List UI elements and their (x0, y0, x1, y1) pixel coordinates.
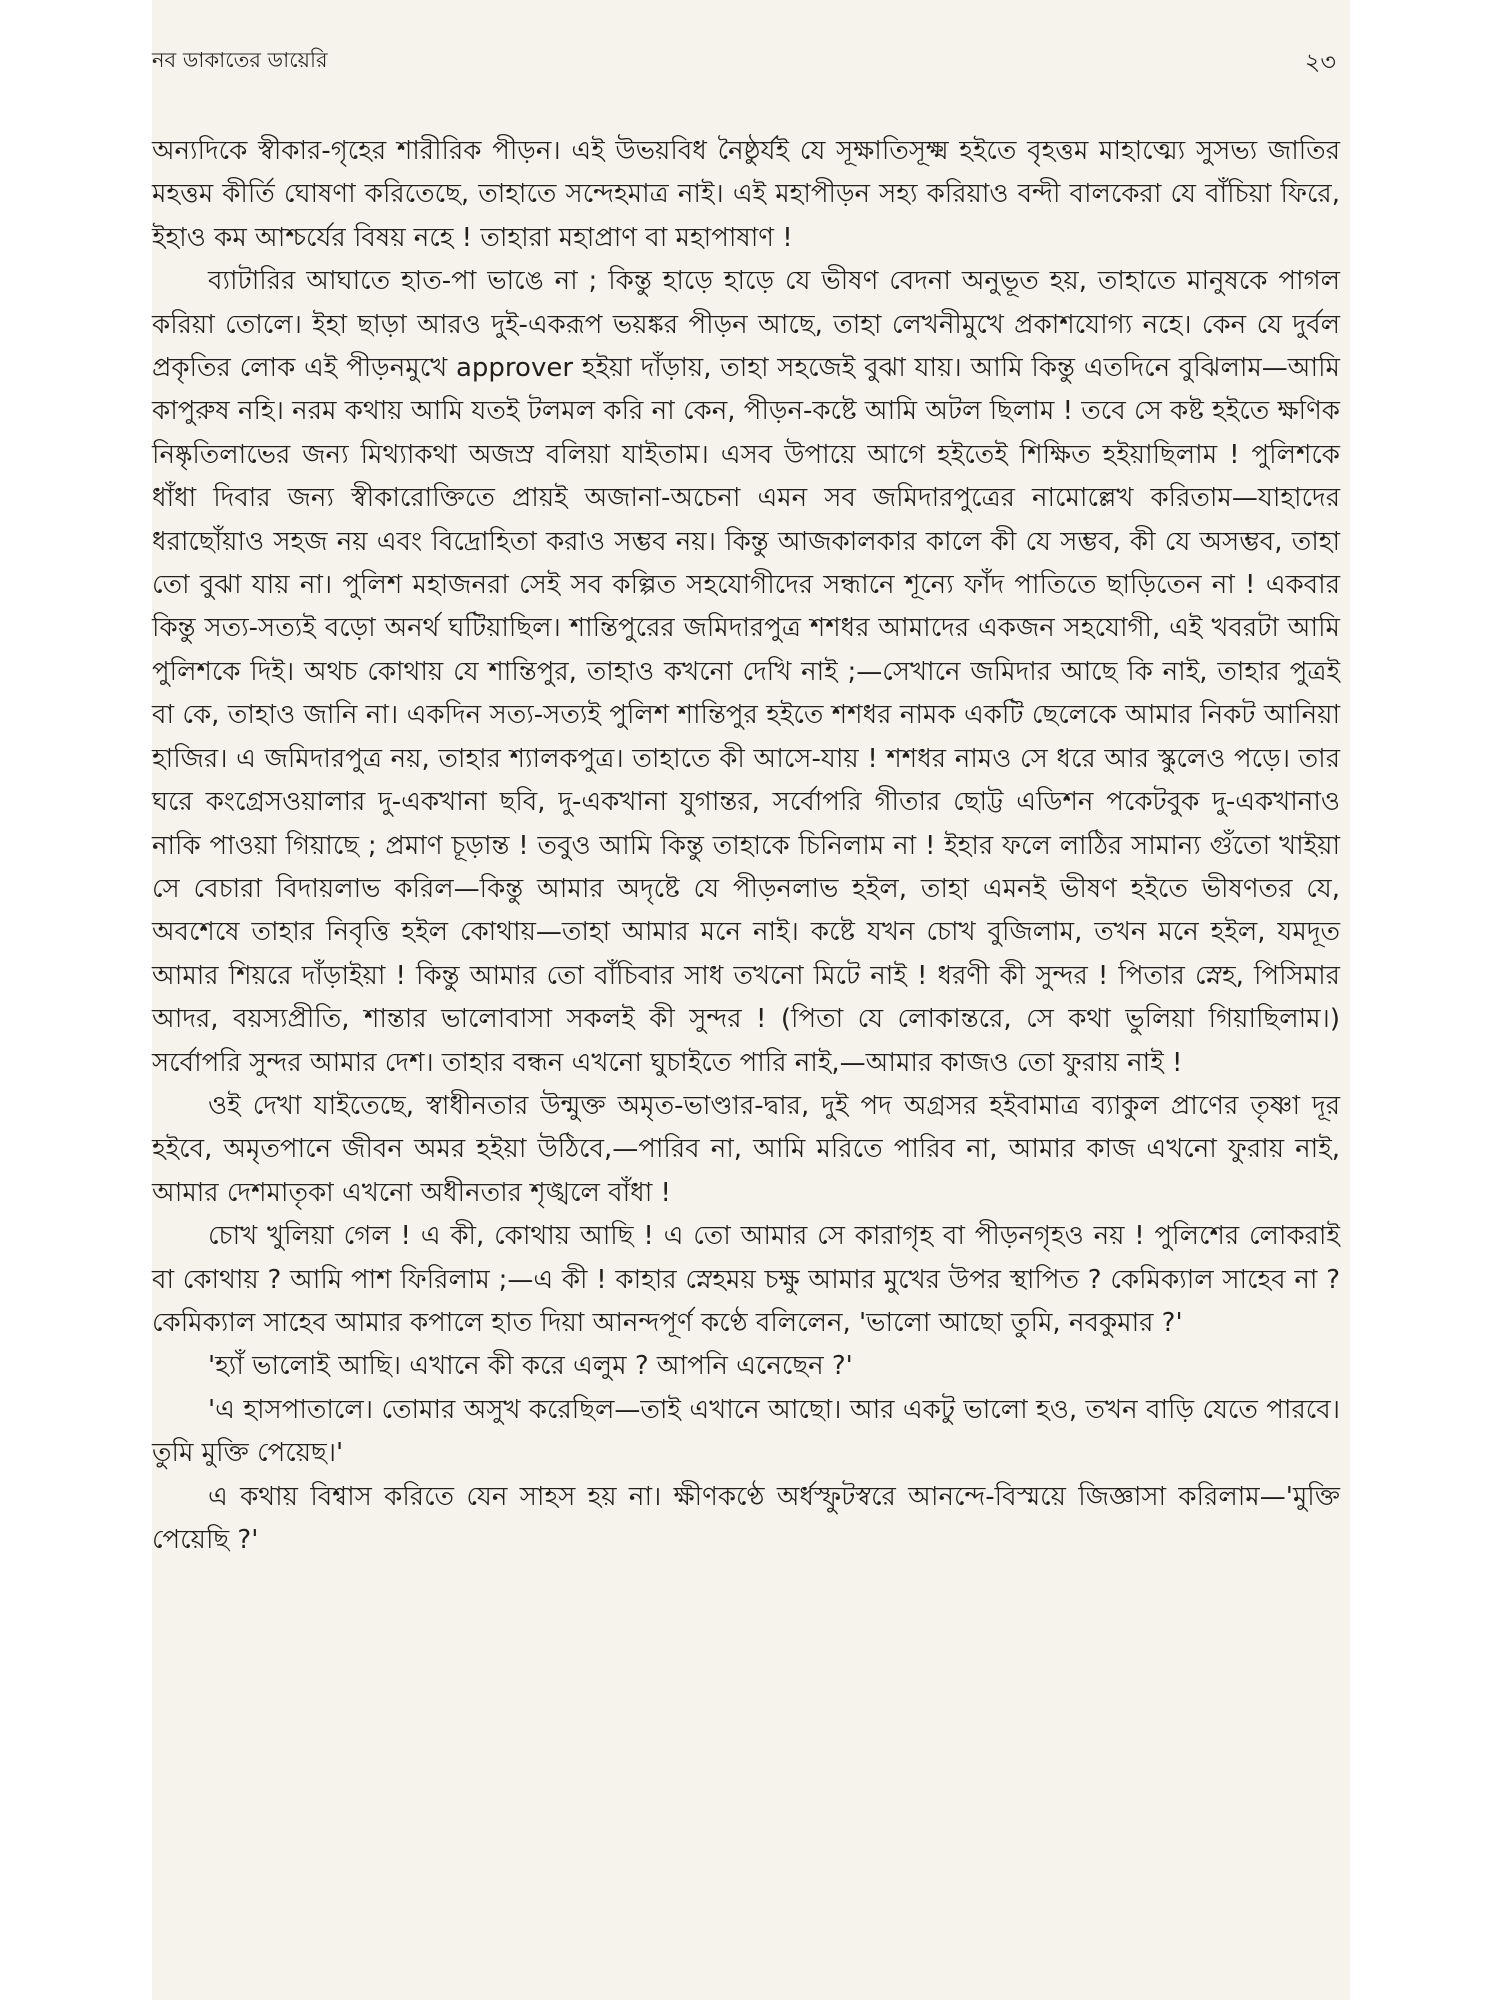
page-body (152, 130, 1340, 1562)
dialogue-line: 'হ্যাঁ ভালোই আছি। এখানে কী করে এলুম ? আপনি এনেছেন ?' (208, 1351, 853, 1382)
paragraph: অন্যদিকে স্বীকার-গৃহের শারীরিক পীড়ন। এই উভয়বিধ নৈষ্ঠুর্যই যে সূক্ষাতিসূক্ষ্ম হইতে বৃহত্তম মাহাত্ম্যে সুসভ্য জাতির মহত্তম কীর্তি ঘোষণা করিতেছে, তাহাতে সন্দেহমাত্র নাই। এই মহাপীড়ন সহ্য করিয়াও বন্দী বালকেরা যে বাঁচিয়া ফিরে, ইহাও কম আশ্চর্যের বিষয় নহে ! তাহারা মহাপ্রাণ বা মহাপাষাণ ! (152, 136, 1340, 253)
paragraph: ব্যাটারির আঘাতে হাত-পা ভাঙে না ; কিন্তু হাড়ে হাড়ে যে ভীষণ বেদনা অনুভূত হয়, তাহাতে মানুষকে পাগল করিয়া তোলে। ইহা ছাড়া আরও দুই-একরূপ ভয়ঙ্কর পীড়ন আছে, তাহা লেখনীমুখে প্রকাশযোগ্য নহে। কেন যে দুর্বল প্রকৃতির লোক এই পীড়নমুখে approver হইয়া দাঁড়ায়, তাহা সহজেই বুঝা যায়। আমি কিন্তু এতদিনে বুঝিলাম—আমি কাপুরুষ নহি। নরম কথায় আমি যতই টলমল করি না কেন, পীড়ন-কষ্টে আমি অটল ছিলাম ! তবে সে কষ্ট হইতে ক্ষণিক নিষ্কৃতিলাভের জন্য মিথ্যাকথা অজস্র বলিয়া যাইতাম। এসব উপায়ে আগে হইতেই শিক্ষিত হইয়াছিলাম ! পুলিশকে ধাঁধা দিবার জন্য স্বীকারোক্তিতে প্রায়ই অজানা-অচেনা এমন সব জমিদারপুত্রের নামোল্লেখ করিতাম—যাহাদের ধরাছোঁয়াও সহজ নয় এবং বিদ্রোহিতা করাও সম্ভব নয়। কিন্তু আজকালকার কালে কী যে সম্ভব, কী যে অসম্ভব, তাহা তো বুঝা যায় না। পুলিশ মহাজনরা সেই সব কল্পিত সহযোগীদের সন্ধানে শূন্যে ফাঁদ পাতিতে ছাড়িতেন না ! একবার কিন্তু সত্য-সত্যই বড়ো অনর্থ ঘটিয়াছিল। শান্তিপুরের জমিদারপুত্র শশধর আমাদের একজন সহযোগী, এই খবরটা আমি পুলিশকে দিই। অথচ কোথায় যে শান্তিপুর, তাহাও কখনো দেখি নাই ;—সেখানে জমিদার আছে কি নাই, তাহার পুত্রই বা কে, তাহাও জানি না। একদিন সত্য-সত্যই পুলিশ শান্তিপুর হইতে শশধর নামক একটি ছেলেকে আমার নিকট আনিয়া হাজির। এ জমিদারপুত্র নয়, তাহার শ্যালকপুত্র। তাহাতে কী আসে-যায় ! শশধর নামও সে ধরে আর স্কুলেও পড়ে। তার ঘরে কংগ্রেসওয়ালার দু-একখানা ছবি, দু-একখানা যুগান্তর, সর্বোপরি গীতার ছোট্ট এডিশন পকেটবুক দু-একখানাও নাকি পাওয়া গিয়াছে ; প্রমাণ চূড়ান্ত ! তবুও আমি কিন্তু তাহাকে চিনিলাম না ! ইহার ফলে লাঠির সামান্য গুঁতো খাইয়া সে বেচারা বিদায়লাভ করিল—কিন্তু আমার অদৃষ্টে যে পীড়নলাভ হইল, তাহা এমনই ভীষণ হইতে ভীষণতর যে, অবশেষে তাহার নিবৃত্তি হইল কোথায়—তাহা আমার মনে নাই। কষ্টে যখন চোখ বুজিলাম, তখন মনে হইল, যমদূত আমার শিয়রে দাঁড়াইয়া ! কিন্তু আমার তো বাঁচিবার সাধ তখনো মিটে নাই ! ধরণী কী সুন্দর ! পিতার স্নেহ, পিসিমার আদর, বয়স্যপ্রীতি, শান্তার ভালোবাসা সকলই কী সুন্দর ! (পিতা যে লোকান্তরে, সে কথা ভুলিয়া গিয়াছিলাম।) সর্বোপরি সুন্দর আমার দেশ। তাহার বন্ধন এখনো ঘুচাইতে পারি নাই,—আমার কাজও তো ফুরায় নাই ! (152, 266, 1340, 1078)
running-header (152, 44, 1350, 84)
dialogue-line: 'এ হাসপাতালে। তোমার অসুখ করেছিল—তাই এখানে আছো। আর একটু ভালো হও, তখন বাড়ি যেতে পারবে। তুমি মুক্তি পেয়েছ।' (152, 1394, 1340, 1469)
paragraph: চোখ খুলিয়া গেল ! এ কী, কোথায় আছি ! এ তো আমার সে কারাগৃহ বা পীড়নগৃহও নয় ! পুলিশের লোকরাই বা কোথায় ? আমি পাশ ফিরিলাম ;—এ কী ! কাহার স্নেহময় চক্ষু আমার মুখের উপর স্থাপিত ? কেমিক্যাল সাহেব না ? কেমিক্যাল সাহেব আমার কপালে হাত দিয়া আনন্দপূর্ণ কণ্ঠে বলিলেন, 'ভালো আছো তুমি, নবকুমার ?' (152, 1221, 1340, 1338)
running-title: নব ডাকাতের ডায়েরি (152, 48, 328, 72)
page-number: ২৩ (1304, 48, 1336, 76)
paragraph: এ কথায় বিশ্বাস করিতে যেন সাহস হয় না। ক্ষীণকণ্ঠে অর্ধস্ফুটস্বরে আনন্দে-বিস্ময়ে জিজ্ঞাসা করিলাম—'মুক্তি পেয়েছি ?' (152, 1481, 1340, 1555)
paragraph: ওই দেখা যাইতেছে, স্বাধীনতার উন্মুক্ত অমৃত-ভাণ্ডার-দ্বার, দুই পদ অগ্রসর হইবামাত্র ব্যাকুল প্রাণের তৃষ্ণা দূর হইবে, অমৃতপানে জীবন অমর হইয়া উঠিবে,—পারিব না, আমি মরিতে পারিব না, আমার কাজ এখনো ফুরায় নাই, আমার দেশমাতৃকা এখনো অধীনতার শৃঙ্খলে বাঁধা ! (152, 1090, 1340, 1208)
